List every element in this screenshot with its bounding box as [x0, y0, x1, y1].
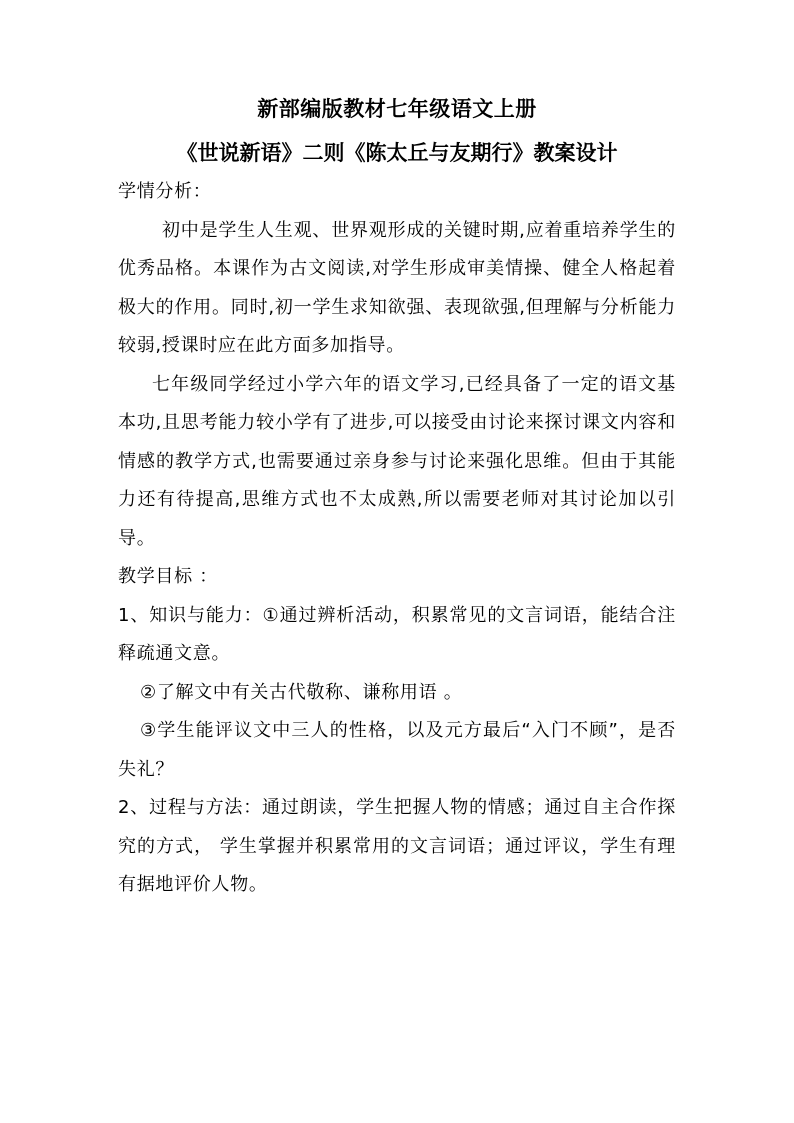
goal-item-2: 2、过程与方法：通过朗读，学生把握人物的情感；通过自主合作探究的方式， 学生掌握并积累常用的文言词语；通过评议，学生有理有据地评价人物。 — [118, 797, 676, 895]
document-title: 新部编版教材七年级语文上册 — [257, 97, 537, 121]
document-subtitle: 《世说新语》二则《陈太丘与友期行》教案设计 — [176, 141, 618, 165]
analysis-paragraph-1: 初中是学生人生观、世界观形成的关键时期,应着重培养学生的优秀品格。本课作为古文阅读,对学生形成审美情操、健全人格起着极大的作用。同时,初一学生求知欲强、表现欲强,但理解与分析能力较弱,授课时应在此方面多加指导。 — [118, 219, 676, 356]
analysis-paragraph-2: 七年级同学经过小学六年的语文学习,已经具备了一定的语文基本功,且思考能力较小学有了进步,可以接受由讨论来探讨课文内容和情感的教学方式,也需要通过亲身参与讨论来强化思维。但由于其能力还有待提高,思维方式也不太成熟,所以需要老师对其讨论加以引导。 — [118, 373, 676, 549]
goal-item-1: 1、知识与能力：①通过辨析活动，积累常见的文言词语，能结合注释疏通文意。 — [118, 604, 676, 664]
goal-item-1-sub-3: ③学生能评议文中三人的性格，以及元方最后“入门不顾”，是否失礼？ — [118, 720, 676, 780]
section-heading-goals: 教学目标 ： — [118, 566, 218, 587]
goal-item-1-sub-2: ②了解文中有关古代敬称、谦称用语 。 — [140, 681, 463, 703]
section-heading-analysis: 学情分析： — [118, 181, 212, 202]
